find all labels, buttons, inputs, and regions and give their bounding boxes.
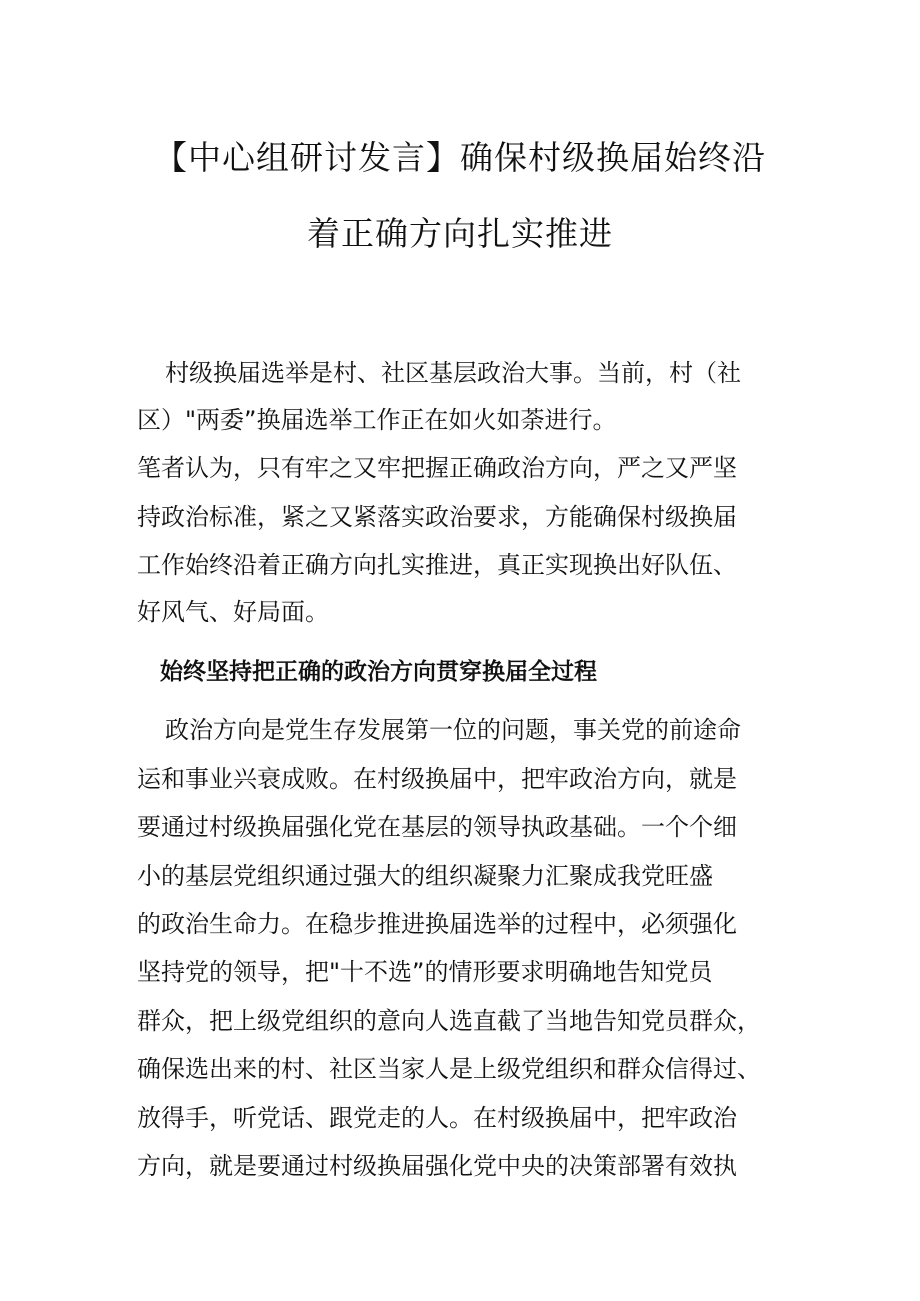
intro-line-6: 好风气、好局面。: [137, 598, 329, 626]
intro-line-1: 村级换届选举是村、社区基层政治大事。当前，村（社: [165, 359, 741, 387]
body-line-3: 要通过村级换届强化党在基层的领导执政基础。一个个细: [137, 813, 737, 841]
body-line-4: 小的基层党组织通过强大的组织凝聚力汇聚成我党旺盛: [137, 862, 713, 890]
intro-line-4: 持政治标准，紧之又紧落实政治要求，方能确保村级换届: [137, 503, 737, 531]
body-line-10: 方向，就是要通过村级换届强化党中央的决策部署有效执: [137, 1152, 737, 1180]
document-title-line-2: 着正确方向扎实推进: [307, 214, 613, 253]
body-line-2: 运和事业兴衰成败。在村级换届中，把牢政治方向，就是: [137, 765, 737, 793]
intro-line-5: 工作始终沿着正确方向扎实推进，真正实现换出好队伍、: [137, 551, 737, 579]
document-title-line-1: 【中心组研讨发言】确保村级换届始终沿: [154, 138, 766, 177]
body-line-5: 的政治生命力。在稳步推进换届选举的过程中，必须强化: [137, 910, 737, 938]
body-line-7: 群众，把上级党组织的意向人选直截了当地告知党员群众，: [137, 1007, 761, 1035]
body-line-8: 确保选出来的村、社区当家人是上级党组织和群众信得过、: [137, 1055, 761, 1083]
intro-line-2: 区）"两委”换届选举工作正在如火如荼进行。: [137, 406, 617, 434]
intro-line-3: 笔者认为，只有牢之又牢把握正确政治方向，严之又严坚: [137, 454, 737, 482]
body-line-9: 放得手，听党话、跟党走的人。在村级换届中，把牢政治: [137, 1104, 737, 1132]
section-heading: 始终坚持把正确的政治方向贯穿换届全过程: [160, 659, 597, 685]
body-line-6: 坚持党的领导，把"十不选”的情形要求明确地告知党员: [137, 958, 713, 986]
body-line-1: 政治方向是党生存发展第一位的问题，事关党的前途命: [165, 716, 741, 744]
